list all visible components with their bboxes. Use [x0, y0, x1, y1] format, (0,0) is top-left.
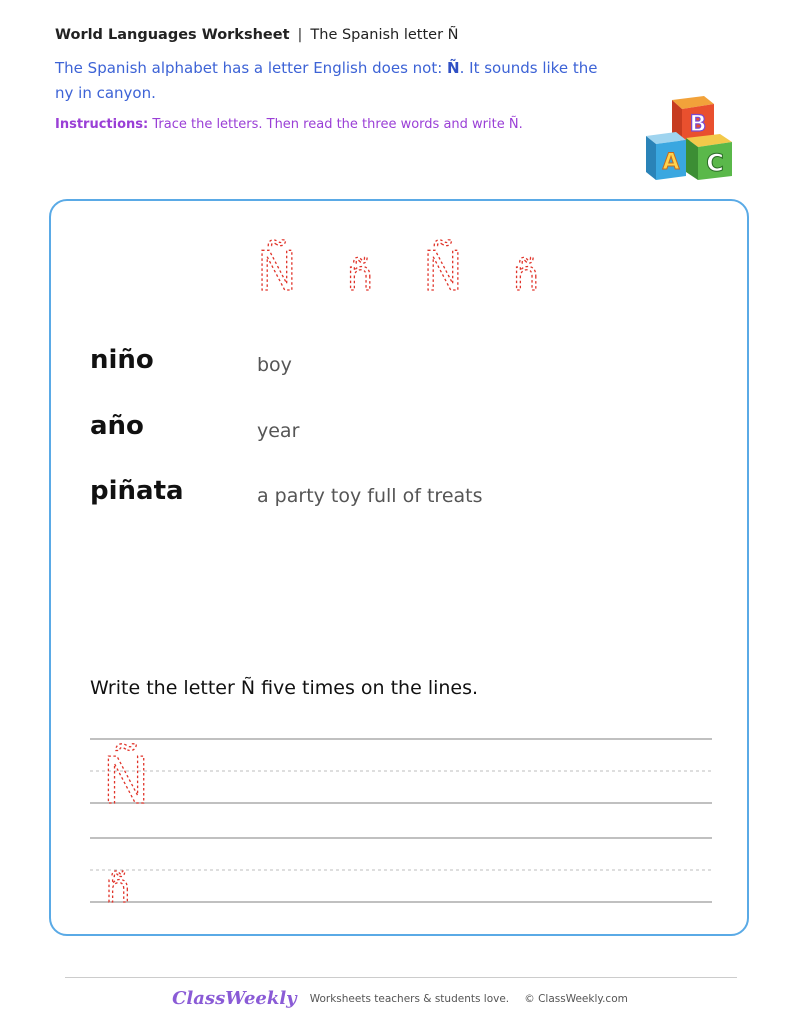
- vocab-meaning: a party toy full of treats: [257, 485, 483, 507]
- practice-letter-lower: ñ: [105, 866, 131, 912]
- footer-copyright: © ClassWeekly.com: [524, 992, 628, 1005]
- instructions-label: Instructions:: [55, 117, 149, 132]
- trace-letter-4: ñ: [512, 251, 540, 300]
- footer-tagline: Worksheets teachers & students love.: [309, 992, 510, 1005]
- trace-letter-3: Ñ: [422, 240, 464, 303]
- intro-before: The Spanish alphabet has a letter English does not:: [55, 59, 448, 77]
- trace-letter-1: Ñ: [256, 240, 298, 303]
- footer-divider: [65, 977, 737, 978]
- block-a-letter: A: [662, 150, 680, 175]
- practice-letter-upper: Ñ: [102, 745, 150, 819]
- vocab-word: niño: [90, 345, 154, 375]
- title-topic: The Spanish letter Ñ: [310, 27, 459, 43]
- vocab-word: piñata: [90, 476, 184, 506]
- block-c-letter: C: [706, 149, 724, 177]
- block-b-letter: B: [689, 112, 707, 137]
- instructions-text: Trace the letters. Then read the three words and write Ñ.: [152, 117, 523, 132]
- footer: [0, 988, 800, 1009]
- intro-letter: Ñ: [447, 59, 460, 77]
- trace-letter-2: ñ: [346, 251, 374, 300]
- vocab-meaning: boy: [257, 354, 292, 376]
- intro-after: . It sounds like the ny in canyon.: [55, 59, 598, 102]
- title-subject: World Languages Worksheet: [55, 27, 290, 43]
- write-prompt: Write the letter Ñ five times on the lines.: [90, 677, 479, 699]
- brand-logo: ClassWeekly: [172, 988, 297, 1009]
- vocab-word: año: [90, 411, 144, 441]
- title-separator: |: [297, 27, 303, 43]
- vocab-meaning: year: [257, 420, 300, 442]
